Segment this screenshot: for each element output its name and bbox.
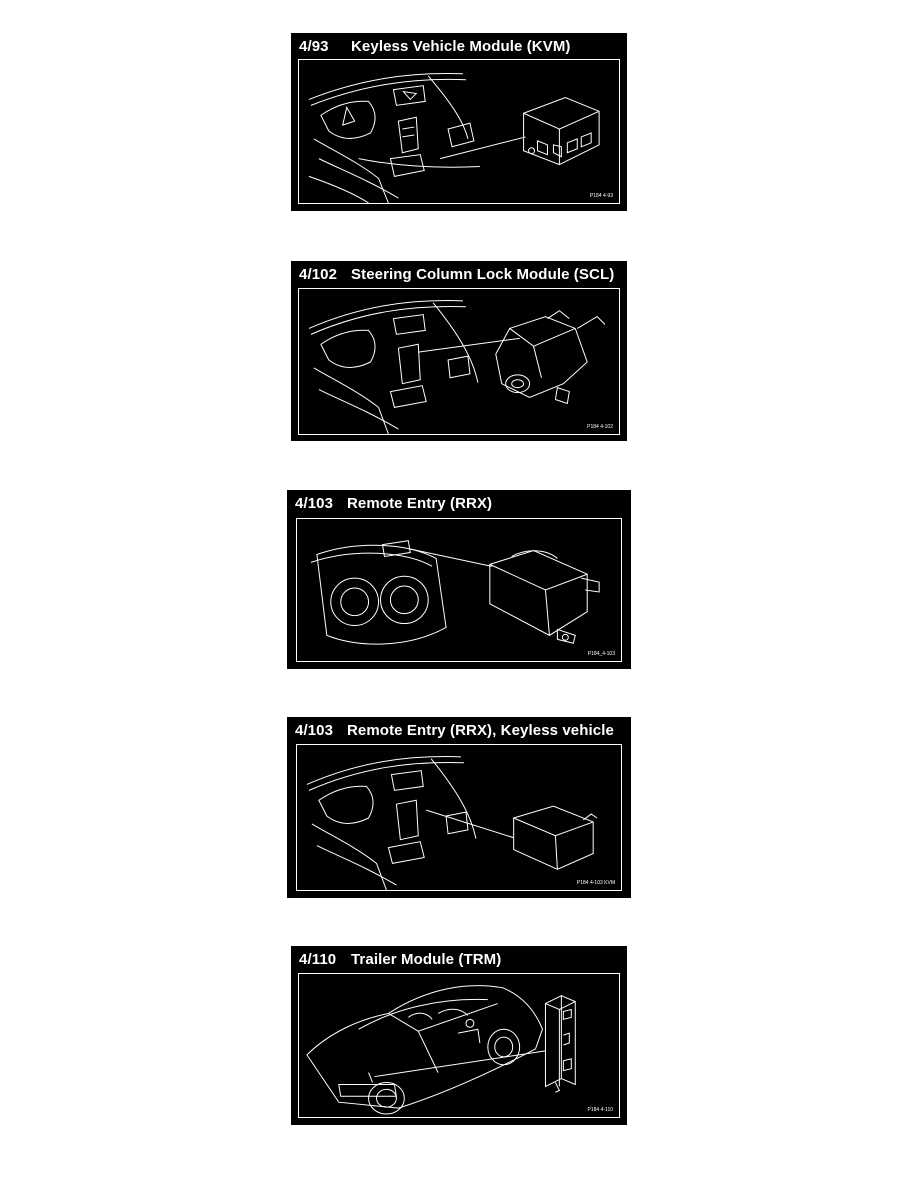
figure-caption: Remote Entry (RRX), Keyless vehicle xyxy=(347,722,614,739)
figure-caption: Keyless Vehicle Module (KVM) xyxy=(351,38,571,55)
figure-reference-code: P184 4-110 xyxy=(587,1107,613,1113)
figure-title xyxy=(295,722,614,739)
figure-number: 4/93 xyxy=(299,38,329,55)
figure-caption: Remote Entry (RRX) xyxy=(347,495,493,512)
figure-caption: Trailer Module (TRM) xyxy=(351,951,502,968)
illustration-frame xyxy=(296,518,622,662)
figure-number: 4/103 xyxy=(295,722,334,739)
dashboard-scl-illustration xyxy=(299,289,619,434)
figure-reference-code: P184 4-93 xyxy=(589,193,613,199)
figure-reference-code: P184 4-103 KVM xyxy=(576,880,615,886)
figure-title xyxy=(299,951,501,968)
figure-kvm xyxy=(291,33,627,211)
figure-number: 4/102 xyxy=(299,266,338,283)
figure-scl xyxy=(291,261,627,441)
figure-number: 4/110 xyxy=(299,951,337,968)
figure-reference-code: P184 4-102 xyxy=(587,424,613,430)
dashboard-rrx-keyless-illustration xyxy=(297,745,621,890)
instrument-cluster-rrx-illustration xyxy=(297,519,621,661)
illustration-frame xyxy=(298,59,620,204)
illustration-frame xyxy=(298,973,620,1118)
figure-trm xyxy=(291,946,627,1125)
illustration-frame xyxy=(296,744,622,891)
figure-rrx xyxy=(287,490,631,669)
figure-rrx-keyless xyxy=(287,717,631,898)
dashboard-kvm-illustration xyxy=(299,60,619,203)
illustration-frame xyxy=(298,288,620,435)
car-trm-illustration xyxy=(299,974,619,1117)
figure-title xyxy=(299,38,571,55)
figure-reference-code: P184_4-103 xyxy=(587,651,615,657)
figure-title xyxy=(299,266,614,283)
figure-caption: Steering Column Lock Module (SCL) xyxy=(351,266,615,283)
figure-number: 4/103 xyxy=(295,495,334,512)
figure-title xyxy=(295,495,492,512)
